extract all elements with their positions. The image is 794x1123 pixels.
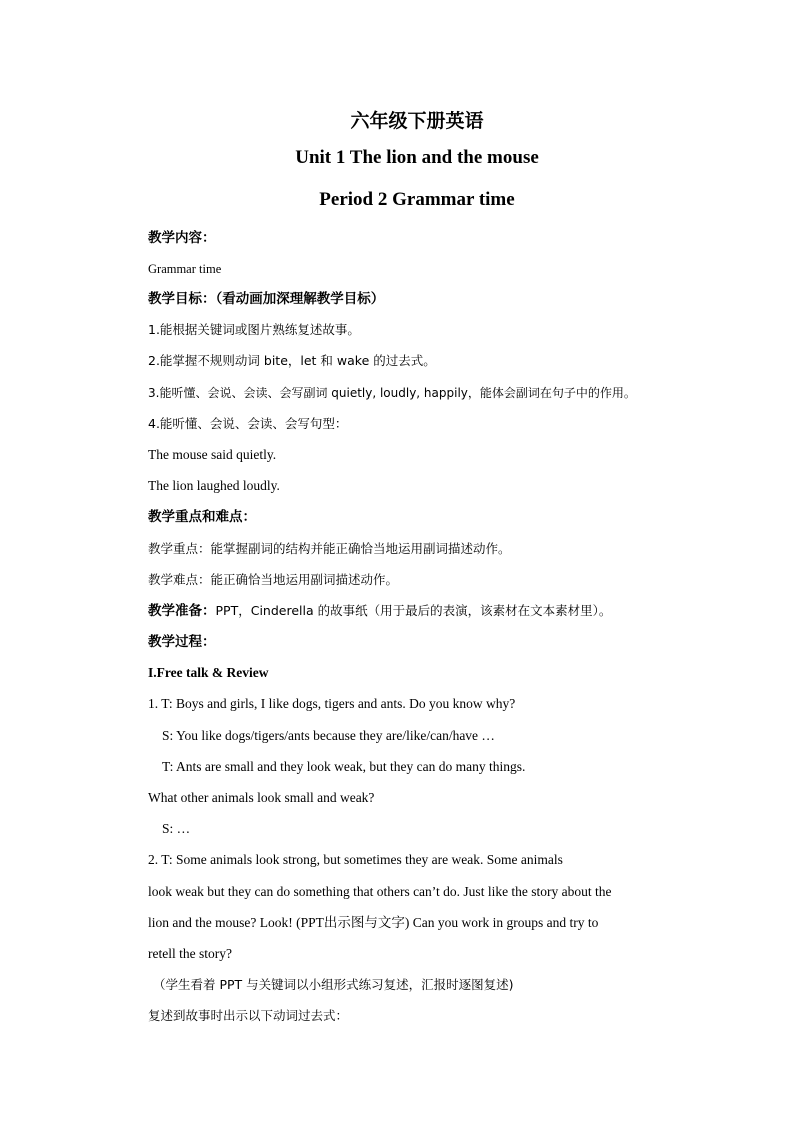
process-line-7: look weak but they can do something that others can’t do. Just like the story about the xyxy=(148,884,612,899)
process-line-6: 2. T: Some animals look strong, but sometimes they are weak. Some animals xyxy=(148,852,563,867)
keypoints-heading: 教学重点和难点： xyxy=(148,509,256,525)
process-line-1: 1. T: Boys and girls, I like dogs, tigers and ants. Do you know why? xyxy=(148,696,516,711)
preparation-label: 教学准备： xyxy=(148,603,216,619)
process-line-9: retell the story? xyxy=(148,946,232,961)
objectives-heading: 教学目标：（看动画加深理解教学目标） xyxy=(148,291,385,307)
period-title: Period 2 Grammar time xyxy=(319,189,515,210)
process-line-11: 复述到故事时出示以下动词过去式： xyxy=(148,1008,349,1023)
objective-sentence-2: The lion laughed loudly. xyxy=(148,478,280,493)
content-text: Grammar time xyxy=(148,262,222,276)
keypoints-focus: 教学重点：能掌握副词的结构并能正确恰当地运用副词描述动作。 xyxy=(148,541,511,556)
keypoints-difficulty: 教学难点：能正确恰当地运用副词描述动作。 xyxy=(148,572,399,587)
preparation-text: PPT，Cinderella 的故事纸（用于最后的表演，该素材在文本素材里）。 xyxy=(215,603,612,618)
process-heading: 教学过程： xyxy=(148,634,216,650)
content-heading: 教学内容： xyxy=(148,230,216,246)
process-line-4: What other animals look small and weak? xyxy=(148,790,375,805)
objective-item-1: 1.能根据关键词或图片熟练复述故事。 xyxy=(148,322,360,337)
unit-title: Unit 1 The lion and the mouse xyxy=(295,147,539,168)
process-line-3: T: Ants are small and they look weak, but they can do many things. xyxy=(162,759,526,774)
objective-item-2: 2.能掌握不规则动词 bite，let 和 wake 的过去式。 xyxy=(148,353,436,368)
objective-item-3: 3.能听懂、会说、会读、会写副词 quietly, loudly, happily，能体会副词在句子中的作用。 xyxy=(148,386,636,400)
process-line-10: （学生看着 PPT 与关键词以小组形式练习复述，汇报时逐图复述) xyxy=(153,977,514,992)
process-line-8: lion and the mouse? Look! (PPT出示图与文字) Can you work in groups and try to xyxy=(148,915,599,930)
process-section-1: I.Free talk & Review xyxy=(148,665,269,680)
grade-title: 六年级下册英语 xyxy=(350,111,484,132)
process-line-5: S: … xyxy=(162,821,191,836)
objective-item-4: 4.能听懂、会说、会读、会写句型： xyxy=(148,416,348,431)
process-line-2: S: You like dogs/tigers/ants because they are/like/can/have … xyxy=(162,728,495,743)
objective-sentence-1: The mouse said quietly. xyxy=(148,447,277,462)
preparation-line xyxy=(148,602,611,620)
